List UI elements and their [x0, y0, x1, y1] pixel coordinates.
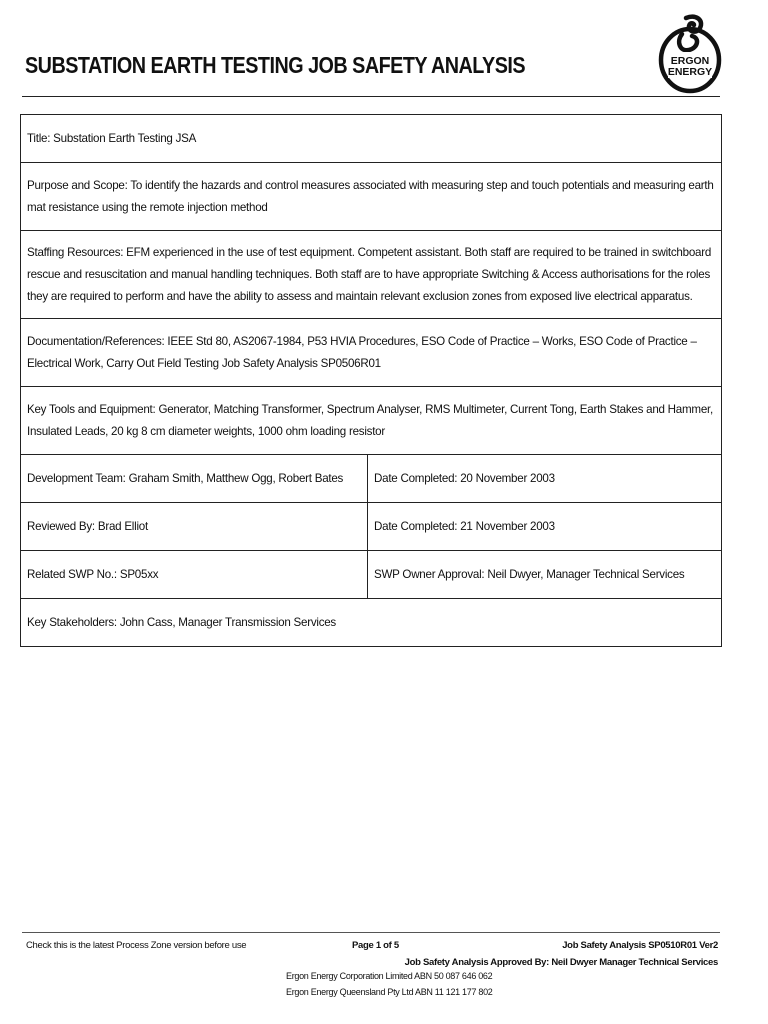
jsa-title-cell: Title: Substation Earth Testing JSA — [21, 115, 722, 163]
key-stakeholders-cell: Key Stakeholders: John Cass, Manager Transmission Services — [21, 599, 722, 647]
purpose-scope-cell: Purpose and Scope: To identify the hazards and control measures associated with measuring step and touch potentials and measuring earth mat resistance using the remote injection method — [21, 163, 722, 231]
footer-version-note: Check this is the latest Process Zone version before use — [26, 940, 247, 951]
staffing-resources-cell: Staffing Resources: EFM experienced in the use of test equipment. Competent assistant. Both staff are required to be trained in switchboard rescue and resuscitation and manual handling techniques. Both staff are to have appropriate Switching & Access authorisations for the roles they are required to perform and have the ability to assess and maintain relevant exclusion zones from exposed live electrical apparatus. — [21, 231, 722, 319]
title-divider — [22, 96, 720, 97]
footer-approved-by: Job Safety Analysis Approved By: Neil Dwyer Manager Technical Services — [404, 957, 718, 968]
logo-text-energy: ENERGY — [667, 66, 713, 78]
footer-page-number: Page 1 of 5 — [352, 940, 399, 951]
table-row — [21, 319, 722, 387]
jsa-info-table — [20, 114, 722, 647]
table-row — [21, 231, 722, 319]
footer-jsa-reference: Job Safety Analysis SP0510R01 Ver2 — [562, 940, 718, 951]
table-row — [21, 387, 722, 455]
table-row — [21, 163, 722, 231]
review-date-cell: Date Completed: 21 November 2003 — [368, 503, 722, 551]
footer-queensland-abn: Ergon Energy Queensland Pty Ltd ABN 11 121 177 802 — [286, 987, 493, 997]
key-tools-cell: Key Tools and Equipment: Generator, Matching Transformer, Spectrum Analyser, RMS Multimeter, Current Tong, Earth Stakes and Hammer, Insulated Leads, 20 kg 8 cm diameter weights, 1000 ohm loading resistor — [21, 387, 722, 455]
footer-corporation-abn: Ergon Energy Corporation Limited ABN 50 087 646 062 — [286, 971, 493, 981]
date-completed-cell: Date Completed: 20 November 2003 — [368, 455, 722, 503]
related-swp-cell: Related SWP No.: SP05xx — [21, 551, 368, 599]
table-row — [21, 455, 722, 503]
footer-divider — [22, 932, 720, 933]
swp-owner-approval-cell: SWP Owner Approval: Neil Dwyer, Manager Technical Services — [368, 551, 722, 599]
ergon-energy-logo — [656, 12, 726, 96]
logo-text-ergon: ERGON — [670, 55, 710, 67]
table-row — [21, 115, 722, 163]
table-row — [21, 551, 722, 599]
table-row — [21, 503, 722, 551]
documentation-references-cell: Documentation/References: IEEE Std 80, AS2067-1984, P53 HVIA Procedures, ESO Code of Practice – Works, ESO Code of Practice – Electrical Work, Carry Out Field Testing Job Safety Analysis SP0506R01 — [21, 319, 722, 387]
table-row — [21, 599, 722, 647]
page-title: SUBSTATION EARTH TESTING JOB SAFETY ANALYSIS — [25, 52, 526, 78]
development-team-cell: Development Team: Graham Smith, Matthew Ogg, Robert Bates — [21, 455, 368, 503]
reviewed-by-cell: Reviewed By: Brad Elliot — [21, 503, 368, 551]
